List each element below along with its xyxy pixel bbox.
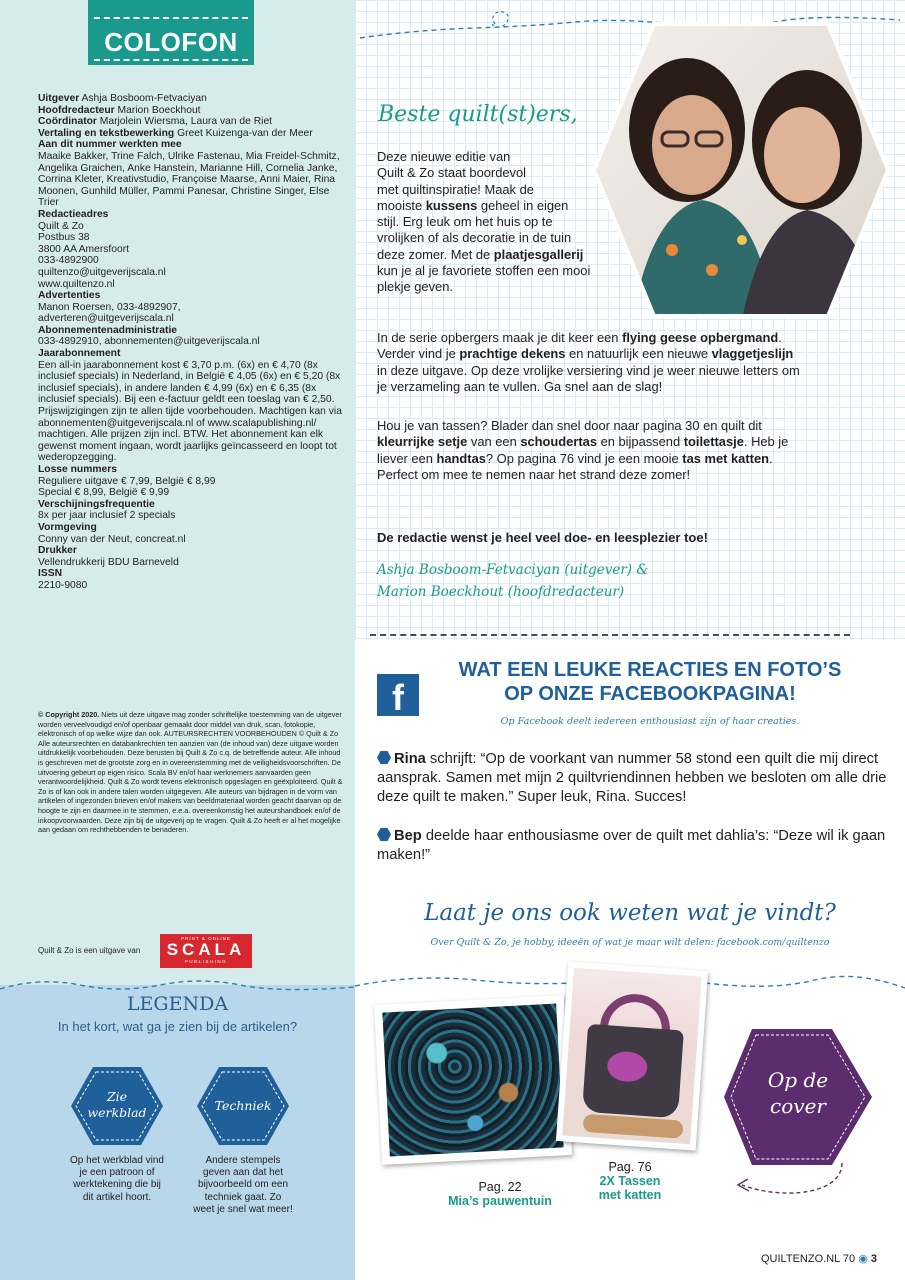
colofon-line: [38, 209, 343, 221]
editorial-paragraph-3: [377, 418, 877, 483]
colofon-label: Coördinator: [38, 116, 97, 128]
cover-line1: Op de: [767, 1068, 829, 1092]
copyright-label: © Copyright 2020.: [38, 710, 100, 719]
zie-werkblad-badge: [70, 1065, 164, 1147]
colofon-line: [38, 139, 343, 151]
colofon-line: [38, 279, 343, 291]
body-text: en bijpassend: [597, 434, 684, 450]
colofon-line: [38, 221, 343, 233]
call-to-action-subheading: Over Quilt & Zo, je hobby, ideeën of wat je maar wilt delen: facebook.com/quiltenzo: [430, 937, 830, 948]
page-number: 3: [870, 1253, 877, 1265]
colofon-value: 8x per jaar inclusief 2 specials: [38, 510, 176, 522]
colofon-label: Losse nummers: [38, 464, 117, 475]
body-text: in deze uitgave. Op deze vrolijke versiering vind je weer nieuwe letters om je verzameling aan te vullen. Ga snel aan de slag!: [377, 362, 800, 394]
body-text: Hou je van tassen? Blader dan snel door naar pagina 30 en quilt dit: [377, 418, 762, 433]
zie-werkblad-line2: werkblad: [87, 1105, 147, 1120]
caption-title-line1: 2X Tassen: [599, 1174, 661, 1188]
legenda-subtitle: In het kort, wat ga je zien bij de artikelen?: [57, 1019, 298, 1034]
legenda-panel: [0, 985, 355, 1280]
colofon-line: [38, 255, 343, 267]
colofon-line: [38, 151, 343, 209]
body-text: Quilt & Zo staat boordevol met quiltinspiratie! Maak de mooiste: [377, 165, 534, 213]
colofon-label: Advertenties: [38, 290, 101, 302]
highlight-text: prachtige dekens: [459, 346, 566, 362]
colofon-line: [38, 545, 343, 557]
colofon-line: [38, 336, 343, 348]
colofon-text: [38, 93, 343, 592]
facebook-heading-line2: OP ONZE FACEBOOKPAGINA!: [504, 683, 796, 705]
colofon-value: quiltenzo@uitgeverijscala.nl: [38, 266, 166, 278]
quilt-image: [382, 1004, 563, 1157]
colofon-label: Abonnementenadministratie: [38, 324, 178, 336]
zie-werkblad-description: Op het werkblad vind je een patroon of werktekening die bij dit artikel hoort.: [70, 1155, 164, 1203]
signature-line-1: Ashja Bosboom-Fetvaciyan (uitgever) &: [377, 562, 649, 578]
colofon-line: [38, 128, 343, 140]
body-text: Deze nieuwe editie van: [377, 149, 511, 164]
reaction-name: Rina: [394, 751, 426, 767]
caption-tassen: [580, 1160, 680, 1202]
facebook-heading: [425, 658, 875, 706]
colofon-line: [38, 464, 343, 476]
legenda-title: LEGENDA: [126, 993, 229, 1015]
body-text: en natuurlijk een nieuwe: [565, 346, 712, 362]
colofon-line: [38, 93, 343, 105]
colofon-value: 3800 AA Amersfoort: [38, 243, 130, 255]
colofon-value: 033-4892900: [38, 255, 99, 267]
call-to-action-heading: Laat je ons ook weten wat je vindt?: [424, 900, 836, 926]
colofon-line: [38, 290, 343, 302]
colofon-value: Een all-in jaarabonnement kost € 3,70 p.m. (6x) en € 4,70 (8x inclusief specials) in Nederland, in België € 4,05 (6x) en € 5,20 (8x inclusief specials), in andere landen € 4,99 (6x) en € 6,35 (8x inclusief specials). Bij een e-factuur geldt een toeslag van € 2,50. Prijswijzigingen zijn te allen tijde voorbehouden. Machtigen kan via abonnementen@uitgeverijscala.nl of www.scalapublishing.nl/ machtigen. Alle prijzen zijn incl. BTW. Het abonnement kan elk gewenst moment ingaan, wordt jaarlijks geïncasseerd en loopt tot wederopzegging.: [38, 359, 342, 464]
cover-line2: cover: [770, 1094, 826, 1118]
reaction-bep: [377, 827, 887, 865]
colofon-line: [38, 557, 343, 569]
scala-logo-bottom: PUBLISHING: [184, 959, 228, 964]
colofon-value: Marion Boeckhout: [114, 104, 201, 116]
body-text: ? Op pagina 76 vind je een mooie: [485, 450, 683, 466]
colofon-label: ISSN: [38, 568, 63, 580]
colofon-line: [38, 534, 343, 546]
editors-photo: [592, 20, 892, 320]
colofon-line: [38, 302, 343, 314]
colofon-value: Manon Roersen, 033-4892907,: [38, 301, 181, 313]
body-text: kun je al je favoriete stoffen een mooi plekje geven.: [377, 263, 591, 295]
body-text: geheel in eigen stijl. Erg leuk om het huis op te vrolijken of als decoratie in de tuin deze zomer. Met de: [377, 197, 572, 262]
colofon-label: Vertaling en tekstbewerking: [38, 127, 175, 139]
colofon-value: Maaike Bakker, Trine Falch, Ulrike Fastenau, Mia Freidel-Schmitz, Angelika Graichen, Anke Hanstein, Marianne Hill, Cornelia Janke, Corrina Kleter, Kreativstudio, Françoise Maarse, Anni Maier, Rina Moonen, Gunhild Müller, Pammi Panesar, Christine Singer, Else Trier: [38, 150, 340, 209]
colofon-value: Ashja Bosboom-Fetvaciyan: [79, 93, 207, 104]
dot-icon: ◉: [858, 1253, 868, 1265]
colofon-line: [38, 499, 343, 511]
scala-logo-main: SCALA: [166, 940, 246, 959]
caption-title: Mia’s pauwentuin: [448, 1194, 552, 1208]
highlight-text: handtas: [436, 450, 486, 466]
body-text: In de serie opbergers maak je dit keer een: [377, 330, 623, 345]
colofon-value: Postbus 38: [38, 232, 90, 244]
reaction-rina: [377, 750, 887, 807]
caption-title-line2: met katten: [598, 1188, 662, 1202]
colofon-line: [38, 360, 343, 464]
caption-page: Pag. 76: [608, 1160, 652, 1174]
colofon-value: Greet Kuizenga-van der Meer: [174, 127, 313, 139]
copyright-notice: [38, 710, 343, 835]
reaction-name: Bep: [394, 828, 422, 844]
colofon-line: [38, 105, 343, 117]
editorial-paragraph-2: [377, 330, 877, 395]
colofon-label: Jaarabonnement: [38, 348, 121, 360]
facebook-subheading: Op Facebook deelt iedereen enthousiast zijn of haar creaties.: [500, 716, 800, 727]
colofon-title: COLOFON: [104, 27, 238, 57]
colofon-banner: [88, 0, 254, 65]
colofon-value: 2210-9080: [38, 579, 88, 591]
reaction-text: deelde haar enthousiasme over de quilt met dahlia’s: “Deze wil ik gaan maken!”: [377, 828, 886, 863]
publisher-line: Quilt & Zo is een uitgave van: [38, 946, 141, 955]
bag-photo: [556, 961, 708, 1150]
techniek-label: Techniek: [214, 1098, 272, 1113]
colofon-label: Verschijningsfrequentie: [38, 498, 155, 510]
colofon-value: adverteren@uitgeverijscala.nl: [38, 313, 174, 325]
colofon-line: [38, 476, 343, 488]
colofon-line: [38, 232, 343, 244]
bag-image: [562, 968, 701, 1145]
highlight-text: schoudertas: [520, 434, 597, 450]
colofon-line: [38, 522, 343, 534]
editorial-greeting: Beste quilt(st)ers,: [378, 102, 578, 127]
techniek-badge: [196, 1065, 290, 1147]
op-de-cover-badge: [722, 1025, 882, 1205]
colofon-label: Redactieadres: [38, 208, 109, 220]
section-divider: [370, 634, 850, 636]
quilt-photo: [374, 995, 572, 1165]
hexagon-bullet-icon: [377, 751, 391, 764]
body-text: . Perfect om mee te nemen naar het strand deze zomer!: [377, 450, 773, 482]
colofon-line: [38, 267, 343, 279]
colofon-line: [38, 510, 343, 522]
scala-logo: [160, 934, 252, 968]
editorial-paragraph-1: [377, 149, 590, 296]
colofon-line: [38, 244, 343, 256]
colofon-line: [38, 568, 343, 580]
body-text: van een: [467, 434, 521, 450]
colofon-line: [38, 325, 343, 337]
banner-stitch-bottom: [94, 59, 248, 61]
zie-werkblad-line1: Zie: [106, 1089, 128, 1104]
colofon-line: [38, 116, 343, 128]
caption-pauwentuin: [435, 1180, 565, 1208]
colofon-value: Vellendrukkerij BDU Barneveld: [38, 556, 179, 568]
hexagon-bullet-icon: [377, 828, 391, 841]
colofon-value: Quilt & Zo: [38, 220, 84, 232]
caption-page: Pag. 22: [478, 1180, 522, 1194]
colofon-value: 033-4892910, abonnementen@uitgeverijscala.nl: [38, 336, 260, 348]
colofon-line: [38, 487, 343, 499]
colofon-value: Special € 8,99, België € 9,99: [38, 487, 170, 499]
highlight-text: flying geese opbergmand: [622, 330, 779, 345]
colofon-value: Conny van der Neut, concreat.nl: [38, 533, 186, 545]
colofon-label: Vormgeving: [38, 521, 97, 533]
colofon-label: Drukker: [38, 545, 77, 557]
colofon-label: Hoofdredacteur: [38, 104, 115, 116]
highlight-text: tas met katten: [682, 450, 769, 466]
highlight-text: vlaggetjeslijn: [711, 346, 794, 362]
page-footer: [761, 1252, 877, 1265]
facebook-heading-line1: WAT EEN LEUKE REACTIES EN FOTO’S: [458, 659, 842, 681]
highlight-text: plaatjesgallerij: [493, 246, 584, 262]
banner-stitch-top: [94, 17, 248, 19]
colofon-line: [38, 580, 343, 592]
body-text: . Verder vind je: [377, 330, 782, 362]
colofon-value: Reguliere uitgave € 7,99, België € 8,99: [38, 475, 216, 487]
scala-logo-top: PRINT & ONLINE: [181, 936, 231, 941]
highlight-text: toilettasje: [683, 434, 744, 450]
footer-site: QUILTENZO.NL 70: [761, 1253, 856, 1265]
facebook-icon: f: [377, 674, 419, 716]
colofon-value: www.quiltenzo.nl: [38, 278, 115, 290]
reaction-text: schrijft: “Op de voorkant van nummer 58 stond een quilt die mij direct aansprak. Samen met mijn 2 quiltvriendinnen hebben we besloten om alle drie deze quilt te maken.” Super leuk, Rina. Succes!: [377, 751, 887, 805]
colofon-value: Marjolein Wiersma, Laura van de Riet: [96, 116, 273, 128]
colofon-line: [38, 348, 343, 360]
techniek-description: Andere stempels geven aan dat het bijvoorbeeld om een techniek gaat. Zo weet je snel wat meer!: [193, 1155, 293, 1215]
highlight-text: kussens: [425, 197, 478, 213]
colofon-label: Uitgever: [38, 93, 80, 104]
copyright-body: Niets uit deze uitgave mag zonder schriftelijke toestemming van de uitgever worden verveelvoudigd en/of openbaar gemaakt door middel van druk, scan, fotokopie, elektronisch of op welke wijze dan ook. AUTEURSRECHTEN VOORBEHOUDEN © Quilt & Zo Alle auteursrechten en databankrechten ten aanzien van (de inhoud van) deze uitgave worden uitdrukkelijk voorbehouden. Deze berusten bij Quilt & Zo c.q. de betreffende auteur. Alle inhoud is geschreven met de grootste zorg en in overeenstemming met de veiligheidsvoorschriften. De uitvoering gebeurt op eigen risico. Scala BV en/of haar werknemers aanvaarden geen verantwoordelijkheid. Quilt & Zo wordt tevens elektronisch opgeslagen en geëxploiteerd. Quilt & Zo is of kan ook in andere talen worden uitgegeven. Alle auteurs van bijdragen in de vorm van artikelen of ingezonden brieven en/of makers van beeldmateriaal worden geacht daarvan op de hoogte te zijn en daarmee in te stemmen, e.e.a. overeenkomstig het auteurshandboek en/of de inkoopvoorwaarden. Deze zijn bij de uitgeverij op te vragen. Quilt & Zo heeft er al het mogelijke aan gedaan om rechthebbenden te benaderen.: [38, 710, 343, 835]
body-text: . Heb je liever een: [377, 434, 789, 466]
colofon-label: Aan dit nummer werkten mee: [38, 139, 182, 151]
signature-line-2: Marion Boeckhout (hoofdredacteur): [377, 584, 625, 600]
colofon-line: [38, 313, 343, 325]
editorial-signoff: De redactie wenst je heel veel doe- en leesplezier toe!: [377, 530, 708, 545]
highlight-text: kleurrijke setje: [377, 434, 468, 450]
